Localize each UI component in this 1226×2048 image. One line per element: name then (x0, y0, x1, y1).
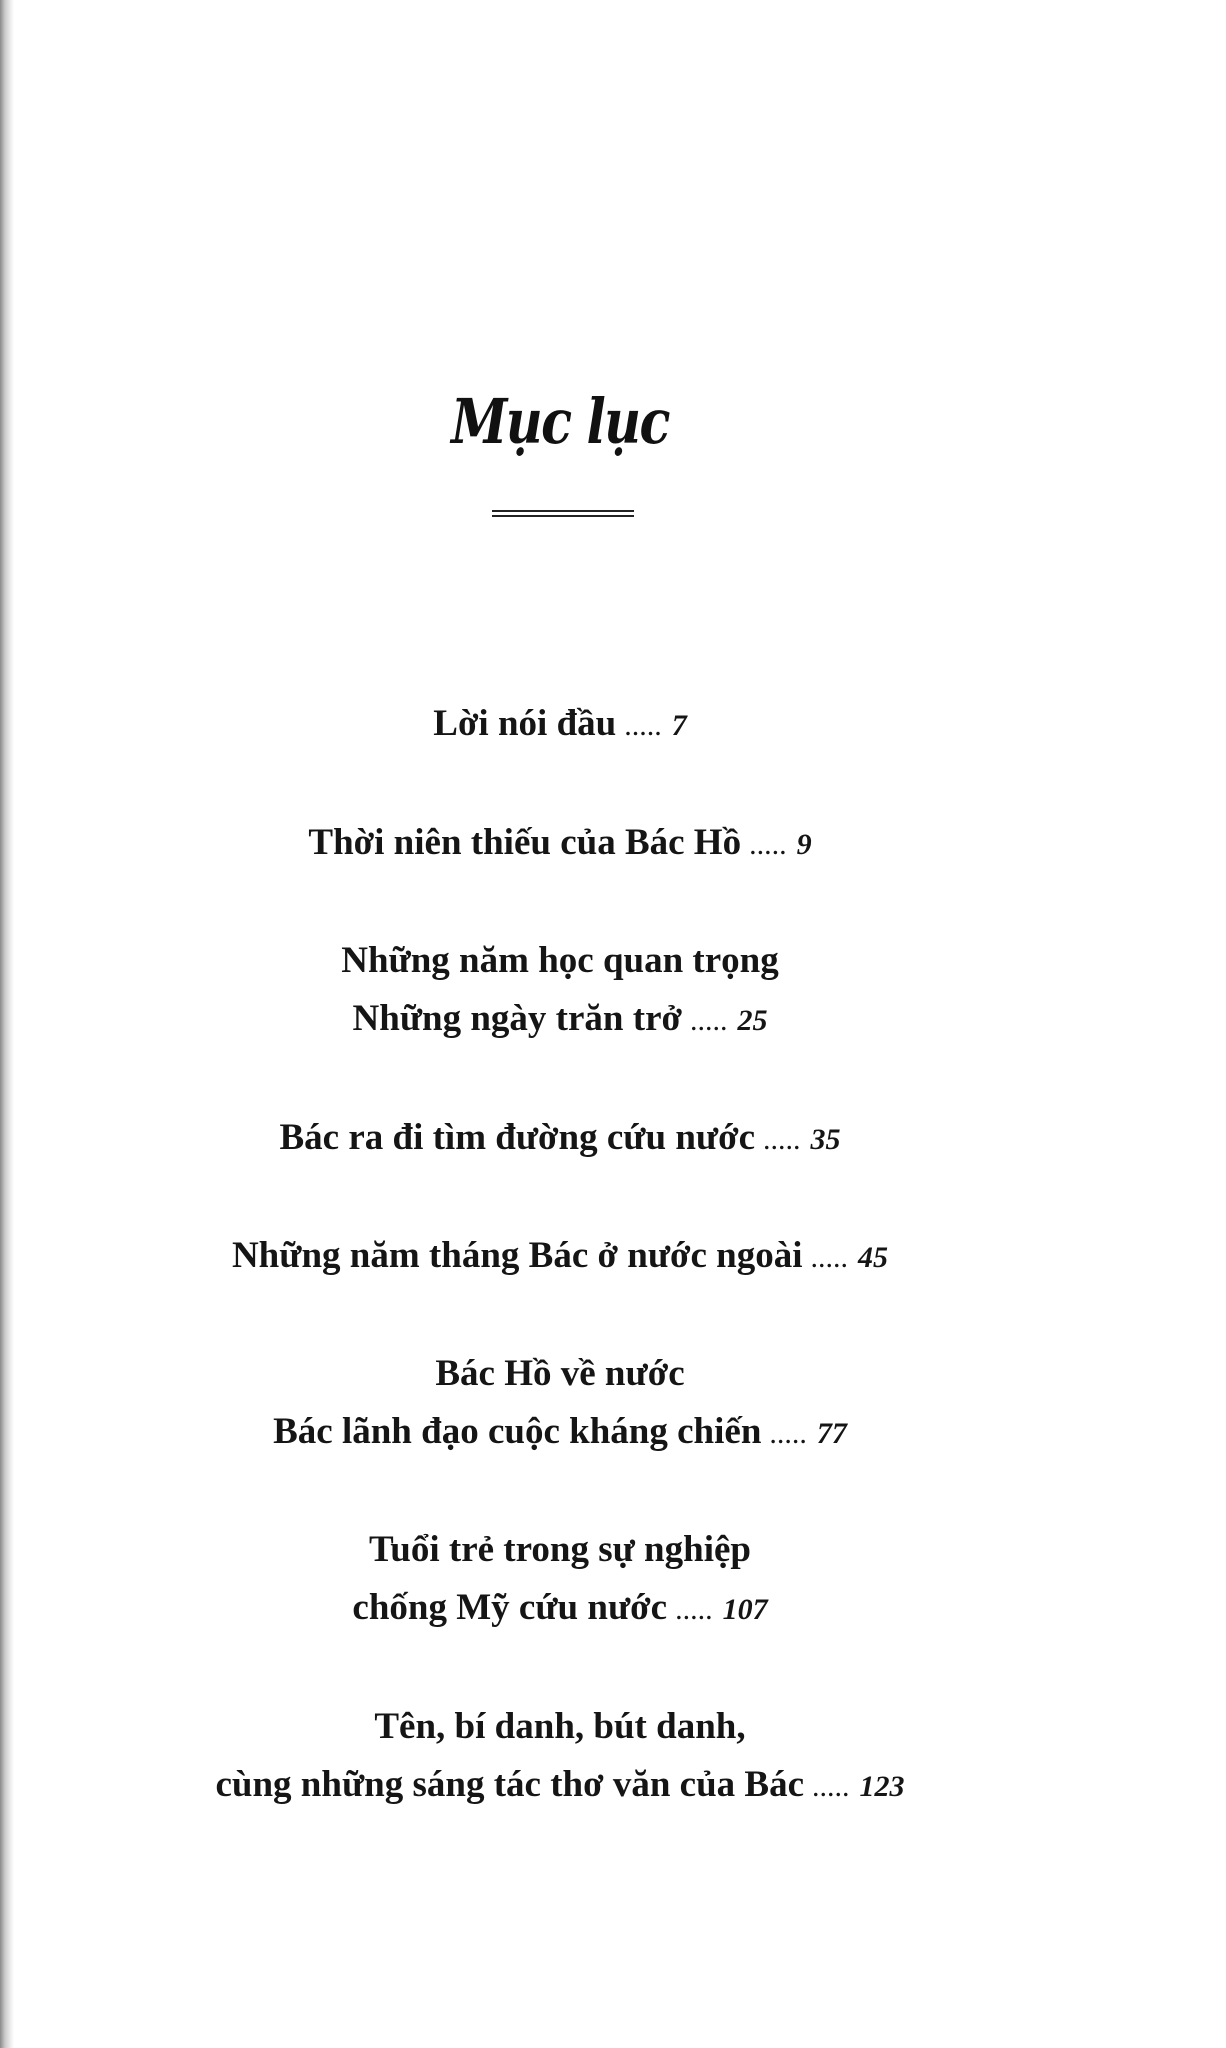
toc-page-number: 123 (859, 1770, 905, 1803)
toc-entry-line (0, 1698, 1120, 1756)
toc-entry-title: Tuổi trẻ trong sự nghiệp (369, 1529, 751, 1570)
toc-entry[interactable] (0, 814, 1120, 874)
toc-entry[interactable] (0, 1698, 1120, 1816)
toc-page-number: 25 (737, 1004, 768, 1037)
toc-entry-line (0, 1345, 1120, 1403)
toc-page-number: 77 (816, 1417, 847, 1450)
toc-entry-line (0, 1579, 1120, 1639)
toc-entry-title: cùng những sáng tác thơ văn của Bác (215, 1764, 805, 1805)
toc-page-number: 35 (810, 1123, 841, 1156)
toc-entry-line (0, 695, 1120, 755)
toc-entry-line (0, 1403, 1120, 1463)
toc-entry-title: Lời nói đầu (433, 703, 617, 744)
toc-entry-line (0, 1227, 1120, 1287)
toc-entry[interactable] (0, 1345, 1120, 1463)
toc-leader-dots: ..... (675, 1593, 713, 1626)
toc-leader-dots: ..... (763, 1123, 801, 1156)
toc-entry-title: chống Mỹ cứu nước (352, 1587, 668, 1628)
toc-page-number: 107 (722, 1593, 768, 1626)
toc-leader-dots: ..... (812, 1770, 850, 1803)
toc-entry-title: Bác ra đi tìm đường cứu nước (279, 1117, 756, 1158)
toc-entry-title: Những ngày trăn trở (352, 998, 682, 1039)
toc-entry-title: Bác Hồ về nước (435, 1353, 685, 1394)
toc-entry[interactable] (0, 1109, 1120, 1169)
toc-entry-title: Những năm học quan trọng (341, 940, 779, 981)
toc-leader-dots: ..... (810, 1241, 849, 1274)
toc-entry[interactable] (0, 695, 1120, 755)
toc-entry-title: Tên, bí danh, bút danh, (374, 1706, 746, 1747)
toc-entry-line (0, 1756, 1120, 1816)
toc-entry-line (0, 1521, 1120, 1579)
toc-page-number: 7 (671, 709, 687, 742)
toc-leader-dots: ..... (769, 1417, 807, 1450)
toc-entry[interactable] (0, 1521, 1120, 1639)
toc-entry-line (0, 814, 1120, 874)
toc-page-number: 9 (796, 828, 812, 861)
toc-entry-line (0, 1109, 1120, 1169)
toc-entry-line (0, 990, 1120, 1050)
toc-leader-dots: ..... (624, 709, 662, 742)
toc-leader-dots: ..... (689, 1004, 728, 1037)
toc-page-number: 45 (858, 1241, 889, 1274)
toc-entry-title: Những năm tháng Bác ở nước ngoài (231, 1235, 803, 1276)
toc-entry-title: Bác lãnh đạo cuộc kháng chiến (273, 1411, 762, 1452)
toc-leader-dots: ..... (749, 828, 787, 861)
toc-entry-title: Thời niên thiếu của Bác Hồ (308, 822, 742, 863)
toc-entry-line (0, 932, 1120, 990)
toc-entry[interactable] (0, 932, 1120, 1050)
title-double-rule (492, 510, 634, 517)
page-title: Mục lục (451, 385, 669, 458)
toc-entry[interactable] (0, 1227, 1120, 1287)
